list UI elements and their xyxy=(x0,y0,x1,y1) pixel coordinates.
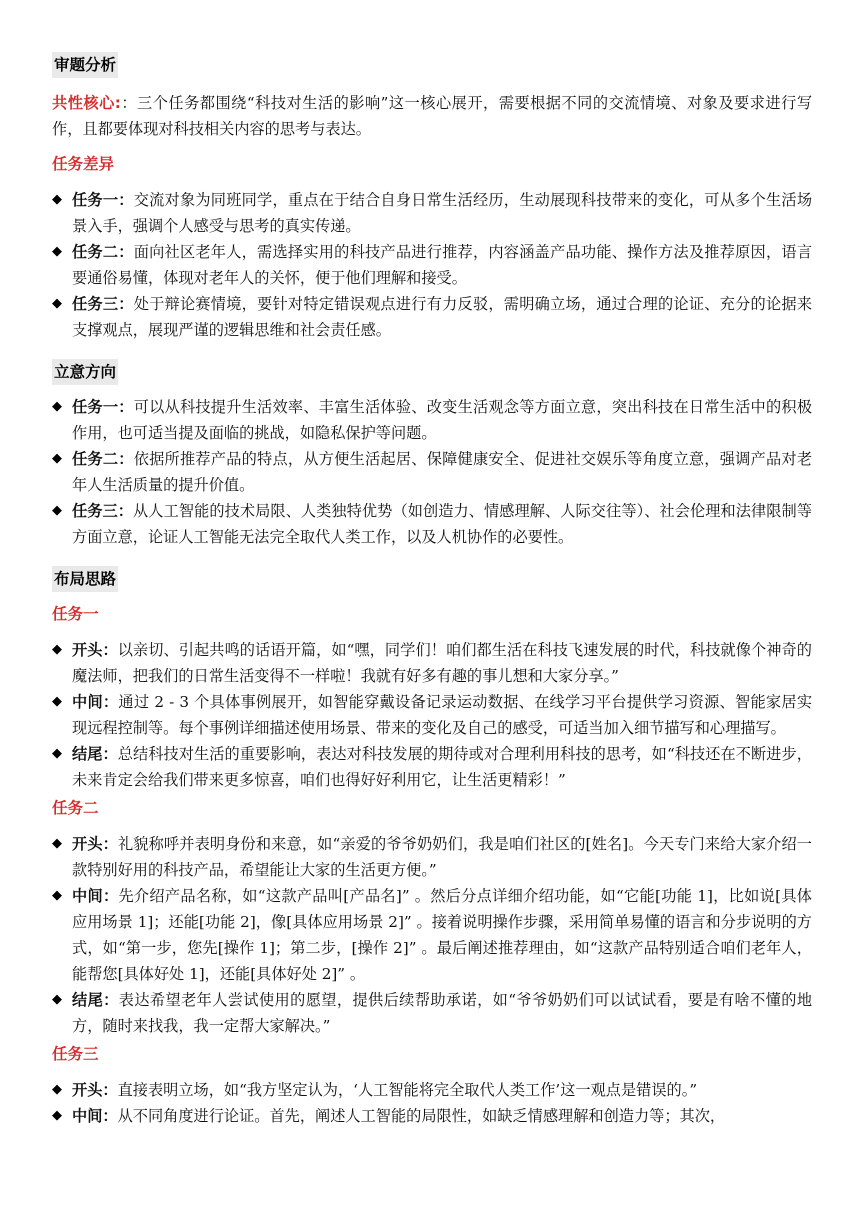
intent-item-2 xyxy=(52,446,812,498)
diamond-bullet-icon: ◆ xyxy=(52,642,62,657)
intent-item-text: 依据所推荐产品的特点，从方便生活起居、保障健康安全、促进社交娱乐等角度立意，强调产品对老年人生活质量的提升价值。 xyxy=(72,450,813,494)
task-item-text: 总结科技对生活的重要影响，表达对科技发展的期待或对合理利用科技的思考，如“科技还在不断进步，未来肯定会给我们带来更多惊喜，咱们也得好好利用它，让生活更精彩！” xyxy=(72,745,812,789)
diamond-bullet-icon: ◆ xyxy=(52,451,62,466)
document-page xyxy=(52,52,812,1129)
diff-item-label: 任务一： xyxy=(72,191,134,209)
task-title-1: 任务一 xyxy=(52,605,99,623)
task-item-text: 表达希望老年人尝试使用的愿望，提供后续帮助承诺，如“爷爷奶奶们可以试试看，要是有啥不懂的地方，随时来找我，我一定帮大家解决。” xyxy=(72,991,813,1035)
task-item-label: 开头： xyxy=(72,641,118,659)
diff-item-1 xyxy=(52,187,812,239)
task-item-text: 先介绍产品名称，如“这款产品叫[产品名]” 。然后分点详细介绍功能，如“它能[功能 1]，比如说[具体应用场景 1]；还能[功能 2]，像[具体应用场景 2]” 。接着说明操作步骤，采用简单易懂的语言和分步说明的方式，如“第一步，您先[操作 1]；第二步，[操作 2]” 。最后阐述推荐理由，如“这款产品特别适合咱们老年人，能帮您[具体好处 1]，还能[具体好处 2]” 。 xyxy=(72,887,812,983)
intent-item-label: 任务一： xyxy=(72,398,134,416)
task-2-item-middle xyxy=(52,883,812,987)
diamond-bullet-icon: ◆ xyxy=(52,694,62,709)
task-1-item-middle xyxy=(52,689,812,741)
core-paragraph xyxy=(52,90,812,142)
analysis-section xyxy=(52,52,812,343)
diamond-bullet-icon: ◆ xyxy=(52,992,62,1007)
section-heading-layout: 布局思路 xyxy=(52,566,118,592)
task-item-text: 礼貌称呼并表明身份和来意，如“亲爱的爷爷奶奶们，我是咱们社区的[姓名]。今天专门来给大家介绍一款特别好用的科技产品，希望能让大家的生活更方便。” xyxy=(72,835,812,879)
task-3-item-middle xyxy=(52,1103,812,1129)
diamond-bullet-icon: ◆ xyxy=(52,746,62,761)
diamond-bullet-icon: ◆ xyxy=(52,296,62,311)
task-item-text: 通过 2 - 3 个具体事例展开，如智能穿戴设备记录运动数据、在线学习平台提供学习资源、智能家居实现远程控制等。每个事例详细描述使用场景、带来的变化及自己的感受，可适当加入细节描写和心理描写。 xyxy=(72,693,813,737)
diff-list xyxy=(52,187,812,343)
diamond-bullet-icon: ◆ xyxy=(52,888,62,903)
task-item-label: 开头： xyxy=(72,835,118,853)
diff-item-label: 任务二： xyxy=(72,243,134,261)
intent-item-text: 可以从科技提升生活效率、丰富生活体验、改变生活观念等方面立意，突出科技在日常生活中的积极作用，也可适当提及面临的挑战，如隐私保护等问题。 xyxy=(72,398,813,442)
diff-item-text: 面向社区老年人，需选择实用的科技产品进行推荐，内容涵盖产品功能、操作方法及推荐原因，语言要通俗易懂，体现对老年人的关怀，便于他们理解和接受。 xyxy=(72,243,813,287)
intent-item-label: 任务二： xyxy=(72,450,134,468)
diamond-bullet-icon: ◆ xyxy=(52,244,62,259)
task-item-label: 中间： xyxy=(72,693,119,711)
diamond-bullet-icon: ◆ xyxy=(52,1108,62,1123)
diamond-bullet-icon: ◆ xyxy=(52,192,62,207)
intent-item-3 xyxy=(52,498,812,550)
diff-item-label: 任务三： xyxy=(72,295,134,313)
task-1-item-ending xyxy=(52,741,812,793)
diamond-bullet-icon: ◆ xyxy=(52,1082,62,1097)
task-2-list xyxy=(52,831,812,1039)
task-item-text: 以亲切、引起共鸣的话语开篇，如“嘿，同学们！咱们都生活在科技飞速发展的时代，科技就像个神奇的魔法师，把我们的日常生活变得不一样啦！我就有好多有趣的事儿想和大家分享。” xyxy=(72,641,812,685)
core-text: ：三个任务都围绕“科技对生活的影响”这一核心展开，需要根据不同的交流情境、对象及要求进行写作，且都要体现对科技相关内容的思考与表达。 xyxy=(52,94,813,138)
task-item-label: 开头： xyxy=(72,1081,118,1099)
task-item-label: 结尾： xyxy=(72,991,119,1009)
section-heading-intent: 立意方向 xyxy=(52,359,118,385)
task-item-text: 从不同角度进行论证。首先，阐述人工智能的局限性，如缺乏情感理解和创造力等；其次， xyxy=(117,1107,726,1125)
task-item-text: 直接表明立场，如“我方坚定认为，‘人工智能将完全取代人类工作’这一观点是错误的。” xyxy=(117,1081,698,1099)
task-title-3: 任务三 xyxy=(52,1045,99,1063)
task-2-item-opening xyxy=(52,831,812,883)
diamond-bullet-icon: ◆ xyxy=(52,836,62,851)
diff-item-text: 处于辩论赛情境，要针对特定错误观点进行有力反驳，需明确立场，通过合理的论证、充分的论据来支撑观点，展现严谨的逻辑思维和社会责任感。 xyxy=(72,295,813,339)
task-3-item-opening xyxy=(52,1077,812,1103)
diamond-bullet-icon: ◆ xyxy=(52,503,62,518)
diff-item-text: 交流对象为同班同学，重点在于结合自身日常生活经历，生动展现科技带来的变化，可从多个生活场景入手，强调个人感受与思考的真实传递。 xyxy=(72,191,813,235)
diff-item-3 xyxy=(52,291,812,343)
diff-title: 任务差异 xyxy=(52,155,115,173)
intent-item-1 xyxy=(52,394,812,446)
intent-list xyxy=(52,394,812,550)
layout-section xyxy=(52,566,812,1129)
section-heading-analysis: 审题分析 xyxy=(52,52,118,78)
intent-item-text: 从人工智能的技术局限、人类独特优势（如创造力、情感理解、人际交往等）、社会伦理和法律限制等方面立意，论证人工智能无法完全取代人类工作，以及人机协作的必要性。 xyxy=(72,502,813,546)
intent-item-label: 任务三： xyxy=(72,502,134,520)
diamond-bullet-icon: ◆ xyxy=(52,399,62,414)
task-2-item-ending xyxy=(52,987,812,1039)
task-title-2: 任务二 xyxy=(52,799,99,817)
task-item-label: 结尾： xyxy=(72,745,118,763)
task-item-label: 中间： xyxy=(72,1107,118,1125)
task-1-list xyxy=(52,637,812,793)
task-3-list xyxy=(52,1077,812,1129)
task-1-item-opening xyxy=(52,637,812,689)
core-label: 共性核心: xyxy=(52,94,121,112)
task-item-label: 中间： xyxy=(72,887,119,905)
diff-item-2 xyxy=(52,239,812,291)
intent-section xyxy=(52,359,812,550)
